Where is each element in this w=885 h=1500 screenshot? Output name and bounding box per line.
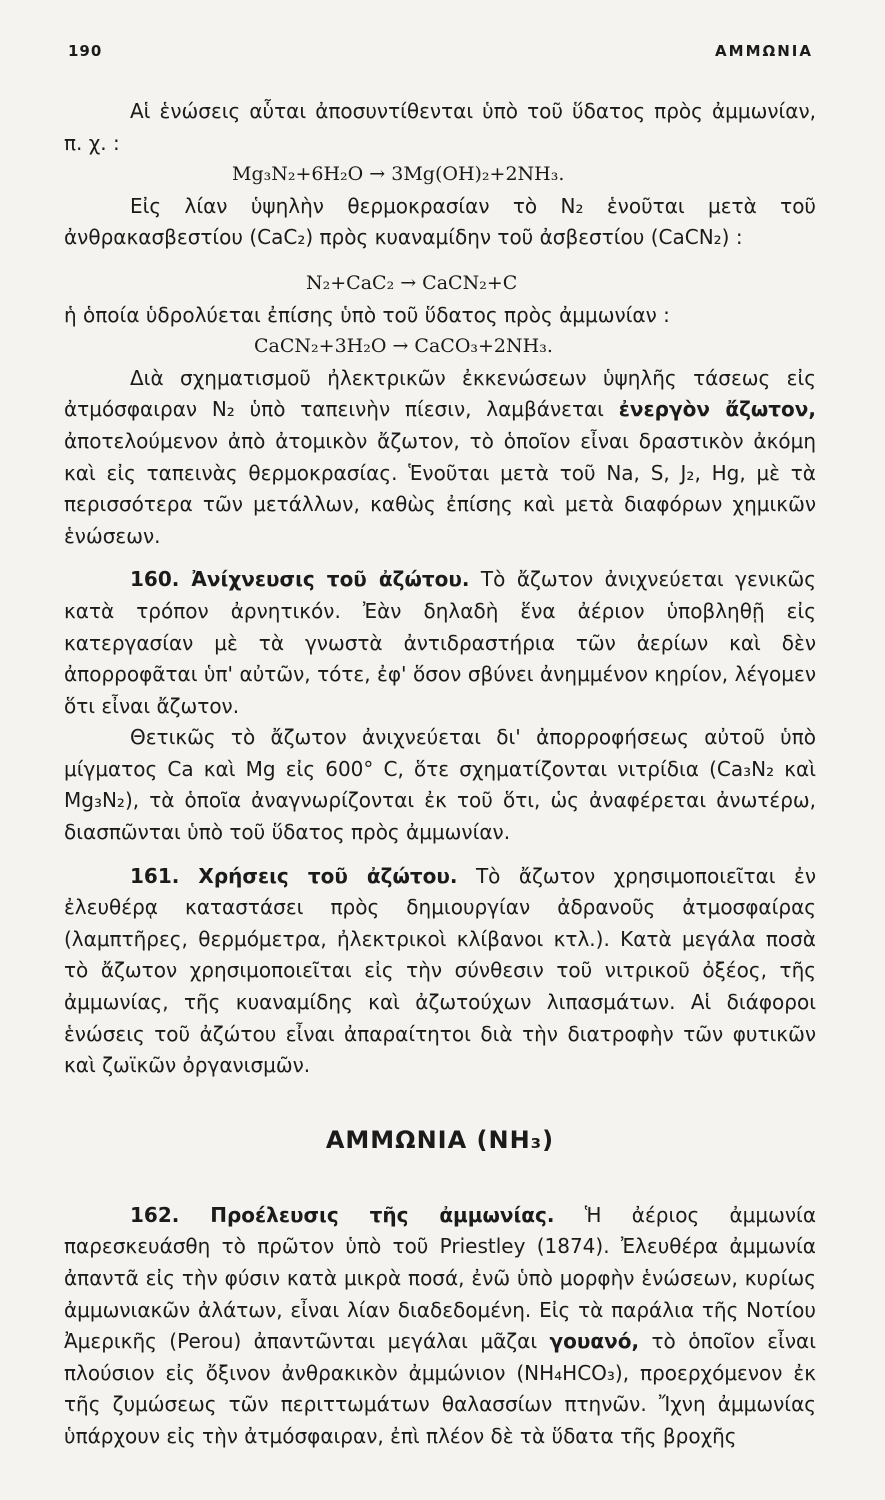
page-body xyxy=(64,96,816,1453)
section-160 xyxy=(64,564,816,722)
section-160-paragraph-2: Θετικῶς τὸ ἄζωτον ἀνιχνεύεται δι' ἀπορροφήσεως αὐτοῦ ὑπὸ μίγματος Ca καὶ Mg εἰς 600° C, ὅτε σχηματίζονται νιτρίδια (Ca₃N₂ καὶ Mg₃N₂), τὰ ὁποῖα ἀναγνωρίζονται ἐκ τοῦ ὅτι, ὡς ἀναφέρεται ἀνωτέρω, διασπῶνται ὑπὸ τοῦ ὕδατος πρὸς ἀμμωνίαν. xyxy=(64,725,816,845)
active-nitrogen-bold: ἐνεργὸν ἄζωτον, xyxy=(618,397,816,422)
paragraph-cyanamide: Εἰς λίαν ὑψηλὴν θερμοκρασίαν τὸ N₂ ἑνοῦται μετὰ τοῦ ἀνθρακασβεστίου (CaC₂) πρὸς κυαναμίδην τοῦ ἀσβεστίου (CaCN₂) : xyxy=(64,193,816,250)
active-nitrogen-text-after: ἀποτελούμενον ἀπὸ ἀτομικὸν ἄζωτον, τὸ ὁποῖον εἶναι δραστικὸν ἀκόμη καὶ εἰς ταπεινὰς θερμοκρασίας. Ἑνοῦται μετὰ τοῦ Na, S, J₂, Hg, μὲ τὰ περισσότερα τῶν μετάλλων, καθὼς ἐπίσης καὶ μετὰ διαφόρων χημικῶν ἑνώσεων. xyxy=(64,428,816,548)
page-number: 190 xyxy=(68,42,103,60)
section-162 xyxy=(64,1200,816,1453)
section-162-text-before: Ἡ ἀέριος ἀμμωνία παρεσκευάσθη τὸ πρῶτον ὑπὸ τοῦ Priestley (1874). Ἐλευθέρα ἀμμωνία ἀπαντᾶ εἰς τὴν φύσιν κατὰ μικρὰ ποσά, ἐνῶ ὑπὸ μορφὴν ἑνώσεων, κυρίως ἀμμωνιακῶν ἀλάτων, εἶναι λίαν διαδεδομένη. Εἰς τὰ παράλια τῆς Νοτίου Ἀμερικῆς (Perou) ἀπαντῶνται μεγάλαι μᾶζαι xyxy=(64,1202,816,1354)
equation-hydrolysis: CaCN₂+3H₂O → CaCO₃+2NH₃. xyxy=(254,335,553,358)
section-162-text-after: τὸ ὁποῖον εἶναι πλούσιον εἰς ὄξινον ἀνθρακικὸν ἀμμώνιον (NH₄HCO₃), προερχόμενον ἐκ τῆς ζυμώσεως τῶν περιττωμάτων θαλασσίων πτηνῶν. Ἴχνη ἀμμωνίας ὑπάρχουν εἰς τὴν ἀτμόσφαιραν, ἐπὶ πλέον δὲ τὰ ὕδατα τῆς βροχῆς xyxy=(64,1329,816,1448)
active-nitrogen-text-before: Διὰ σχηματισμοῦ ἠλεκτρικῶν ἐκκενώσεων ὑψηλῆς τάσεως εἰς ἀτμόσφαιραν N₂ ὑπὸ ταπεινὴν πίεσιν, λαμβάνεται xyxy=(64,365,816,422)
section-162-bold-guano: γουανό, xyxy=(549,1329,640,1354)
section-160-text: Τὸ ἄζωτον ἀνιχνεύεται γενικῶς κατὰ τρόπον ἀρνητικόν. Ἐὰν δηλαδὴ ἕνα ἀέριον ὑποβληθῇ εἰς κατεργασίαν μὲ τὰ γνωστὰ ἀντιδραστήρια τῶν ἀερίων καὶ δὲν ἀπορροφᾶται ὑπ' αὐτῶν, τότε, ἐφ' ὅσον σβύνει ἀνημμένον κηρίον, λέγομεν ὅτι εἶναι ἄζωτον. xyxy=(64,567,816,718)
equation-cyanamide: N₂+CaC₂ → CaCN₂+C xyxy=(306,271,518,294)
section-161 xyxy=(64,861,816,1082)
chapter-title-ammonia: ΑΜΜΩΝΙΑ (NH₃) xyxy=(325,1125,555,1154)
paragraph-hydrolysis: ἡ ὁποία ὑδρολύεται ἐπίσης ὑπὸ τοῦ ὕδατος πρὸς ἀμμωνίαν : xyxy=(64,302,670,327)
section-162-heading: 162. Προέλευσις τῆς ἀμμωνίας. xyxy=(130,1202,555,1227)
section-161-text: Τὸ ἄζωτον χρησιμοποιεῖται ἐν ἐλευθέρᾳ καταστάσει πρὸς δημιουργίαν ἀδρανοῦς ἀτμοσφαίρας (λαμπτῆρες, θερμόμετρα, ἠλεκτρικοὶ κλίβανοι κτλ.). Κατὰ μεγάλα ποσὰ τὸ ἄζωτον χρησιμοποιεῖται εἰς τὴν σύνθεσιν τοῦ νιτρικοῦ ὀξέος, τῆς ἀμμωνίας, τῆς κυαναμίδης καὶ ἀζωτούχων λιπασμάτων. Αἱ διάφοροι ἑνώσεις τοῦ ἀζώτου εἶναι ἀπαραίτητοι διὰ τὴν διατροφὴν τῶν φυτικῶν καὶ ζωϊκῶν ὀργανισμῶν. xyxy=(64,863,816,1078)
paragraph-active-nitrogen xyxy=(64,363,816,553)
equation-magnesium-nitride: Mg₃N₂+6H₂O → 3Mg(OH)₂+2NH₃. xyxy=(232,163,565,186)
section-161-heading: 161. Χρήσεις τοῦ ἀζώτου. xyxy=(130,863,458,888)
running-title: ΑΜΜΩΝΙΑ xyxy=(715,42,813,60)
paragraph-intro: Αἱ ἑνώσεις αὗται ἀποσυντίθενται ὑπὸ τοῦ ὕδατος πρὸς ἀμμωνίαν, π. χ. : xyxy=(64,99,816,155)
section-160-heading: 160. Ἀνίχνευσις τοῦ ἀζώτου. xyxy=(130,567,470,592)
